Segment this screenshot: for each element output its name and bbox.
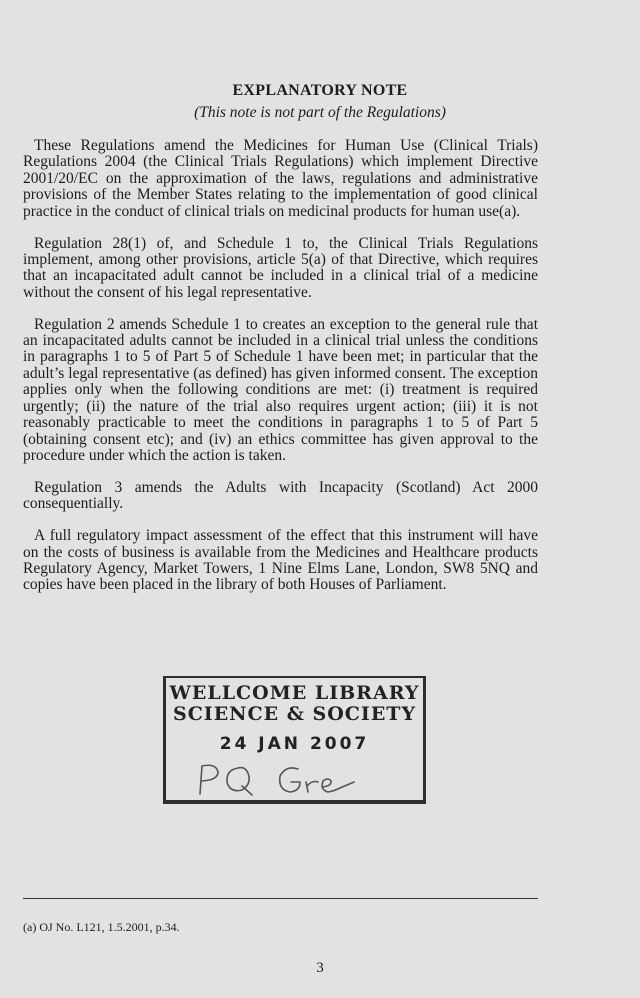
note-body (23, 138, 538, 609)
library-stamp (163, 676, 426, 804)
stamp-collection-name: SCIENCE & SOCIETY (172, 703, 417, 725)
footnote-divider (23, 898, 538, 899)
page-subtitle: (This note is not part of the Regulations) (194, 104, 446, 121)
paragraph-5: A full regulatory impact assessment of the effect that this instrument will have on the costs of business is available from the Medicines and Healthcare products Regulatory Agency, Market Towers, 1 Nine Elms Lane, London, SW8 5NQ and copies have been placed in the library of both Houses of Parliament. (23, 527, 538, 594)
stamp-date: 24 JAN 2007 (219, 734, 370, 754)
paragraph-2: Regulation 28(1) of, and Schedule 1 to, the Clinical Trials Regulations implement, among other provisions, article 5(a) of that Directive, which requires that an incapacitated adult cannot be included in a clinical trial of a medicine without the consent of his legal representative. (23, 234, 538, 301)
paragraph-4: Regulation 3 amends the Adults with Incapacity (Scotland) Act 2000 consequentially. (23, 478, 538, 513)
handwritten-shelfmark (194, 760, 384, 798)
paragraph-3: Regulation 2 amends Schedule 1 to creates an exception to the general rule that an incapacitated adults cannot be included in a clinical trial unless the conditions in paragraphs 1 to 5 of Part 5 of Schedule 1 have been met; in particular that the adult’s legal representative (as defined) has given informed consent. The exception applies only when the following conditions are met: (i) treatment is required urgently; (ii) the nature of the trial also requires urgent action; (iii) it is not reasonably practicable to meet the conditions in paragraphs 1 to 5 of Part 5 (obtaining consent etc); and (iv) an ethics committee has given approval to the procedure under which the action is taken. (23, 315, 538, 464)
page-number: 3 (316, 960, 324, 976)
footnote: (a) OJ No. L121, 1.5.2001, p.34. (23, 920, 180, 934)
page-title: EXPLANATORY NOTE (232, 82, 408, 99)
paragraph-1: These Regulations amend the Medicines for Human Use (Clinical Trials) Regulations 2004 (the Clinical Trials Regulations) which implement Directive 2001/20/EC on the approximation of the laws, regulations and administrative provisions of the Member States relating to the implementation of good clinical practice in the conduct of clinical trials on medicinal products for human use(a). (23, 137, 538, 220)
stamp-library-name: WELLCOME LIBRARY (169, 682, 420, 704)
